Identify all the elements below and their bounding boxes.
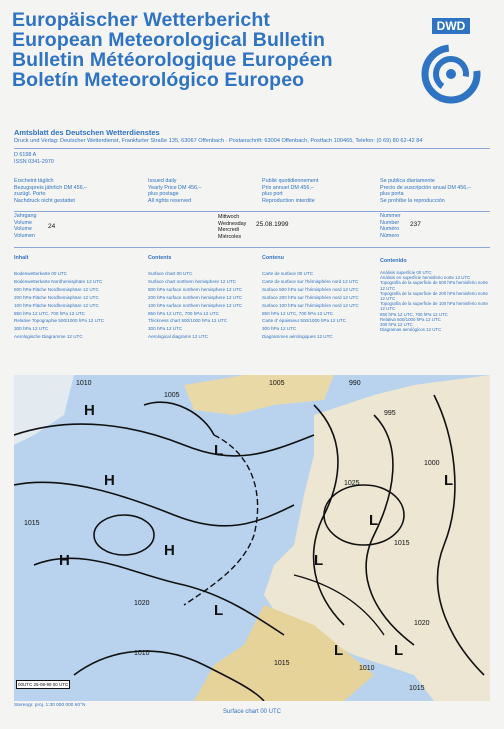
contents-de: Bodenwetterkarte 00 UTC Bodenwetterkarte Nordhemisphäre 12 UTC 500 hPa-Fläche Nordhemisphäre 12 UTC 200 hPa-Fläche Nordhemisphäre 12 UTC 100 hPa-Fläche Nordhemisphäre 12 UTC 850 hPa 12 UTC, 700 hPa 12 UTC Relative Topographie 500/1000 hPa 12 UTC 300 hPa 12 UTC Aerologische Diagramme 12 UTC xyxy=(14,271,105,340)
contents-es: Análisis superficie 00 UTC Análisis en superficie hemisferio norte 12 UTC Topografía de la superficie de 500 hPa hemisferio norte 12 UTC Topografía de la superficie de 200 hPa hemisferio norte 12 UTC Topografía de la superficie de 100 hPa hemisferio norte 12 UTC 850 hPa 12 UTC, 700 hPa 12 UTC Relativa 500/1000 hPa 12 UTC 300 hPa 12 UTC Diagramas aerológicos 12 UTC xyxy=(380,270,488,333)
title-block xyxy=(12,10,412,90)
high-pressure-symbol: H xyxy=(104,472,115,489)
low-pressure-symbol: L xyxy=(314,552,324,569)
pub-code: D 6198 A xyxy=(14,152,37,158)
volume-labels: Jahrgang Volume Volume Volumen xyxy=(14,213,37,239)
isobar-label: 1020 xyxy=(414,620,430,627)
title-fr: Bulletin Météorologique Européen xyxy=(12,49,333,71)
logo-label: DWD xyxy=(432,18,470,34)
issue-date: 25.08.1999 xyxy=(256,221,289,228)
low-pressure-symbol: L xyxy=(334,642,344,659)
isobar-label: 1005 xyxy=(164,392,180,399)
amtsblatt: Amtsblatt des Deutschen Wetterdienstes xyxy=(14,128,160,137)
divider xyxy=(14,148,490,149)
isobar-label: 995 xyxy=(384,410,396,417)
isobar-label: 1010 xyxy=(359,665,375,672)
map-caption: Surface chart 00 UTC xyxy=(222,709,282,715)
high-pressure-symbol: H xyxy=(84,402,95,419)
swirl-icon xyxy=(418,30,484,110)
info-de: Erscheint täglich Bezugspreis jährlich DM 456,– zuzügl. Porto Nachdruck nicht gestattet xyxy=(14,178,88,204)
info-es: Se publica diariamente Precio de suscripción anual DM 456,– plus porta Se prohíbe la reproducción xyxy=(380,178,471,204)
title-de: Europäischer Wetterbericht xyxy=(12,9,270,31)
contents-fr: Carte de surface 00 UTC Carte de surface sur l'hémisphère nord 12 UTC Surface 500 hPa sur l'hémisphère nord 12 UTC Surface 200 hPa sur l'hémisphère nord 12 UTC Surface 100 hPa sur l'hémisphère nord 12 UTC 850 hPa 12 UTC, 700 hPa 12 UTC Carte d' épaisseur 500/1000 hPa 12 UTC 300 hPa 12 UTC Diagrammes aérologiques 12 UTC xyxy=(262,271,359,340)
contents-head-en: Contents xyxy=(148,255,172,261)
info-en: Issued daily Yearly Price DM 456,– plus postage All rights reserved xyxy=(148,178,202,204)
isobar-label: 1015 xyxy=(409,685,425,692)
weekday-labels: Mittwoch Wednesday Mercredi Miércoles xyxy=(218,214,247,240)
code-block xyxy=(14,152,54,165)
isobar-label: 1015 xyxy=(274,660,290,667)
title-en: European Meteorological Bulletin xyxy=(12,29,326,51)
address-line: Druck und Verlag: Deutscher Wetterdienst, Frankfurter Straße 135, 63067 Offenbach · Postanschrift: 63004 Offenbach, Postfach 100465, Telefon: (0 69) 80 62-42 84 xyxy=(14,138,423,144)
isobar-label: 1020 xyxy=(134,600,150,607)
isobar-label: 1000 xyxy=(424,460,440,467)
low-pressure-symbol: L xyxy=(394,642,404,659)
map-canvas xyxy=(14,375,490,701)
contents-head-de: Inhalt xyxy=(14,255,29,261)
contents-head-fr: Contenu xyxy=(262,255,284,261)
high-pressure-symbol: H xyxy=(59,552,70,569)
isobar-label: 990 xyxy=(349,380,361,387)
isobar-label: 1005 xyxy=(269,380,285,387)
isobar-label: 1015 xyxy=(24,520,40,527)
low-pressure-symbol: L xyxy=(214,442,224,459)
surface-map xyxy=(14,375,490,701)
dwd-logo xyxy=(418,18,484,108)
low-pressure-symbol: L xyxy=(214,602,224,619)
contents-head-es: Contenido xyxy=(380,258,407,264)
number-labels: Nummer Number Numéro Número xyxy=(380,213,401,239)
low-pressure-symbol: L xyxy=(369,512,379,529)
issue-number: 237 xyxy=(410,221,421,228)
issn: ISSN 0341-2970 xyxy=(14,158,54,165)
divider xyxy=(14,211,490,212)
info-fr: Publié quotidiennement Prix annuel DM 456,– plus port Reproduction interdite xyxy=(262,178,319,204)
isobar-label: 1010 xyxy=(76,380,92,387)
isobar-label: 1015 xyxy=(394,540,410,547)
volume-value: 24 xyxy=(48,223,56,230)
low-pressure-symbol: L xyxy=(444,472,454,489)
divider xyxy=(14,247,490,248)
high-pressure-symbol: H xyxy=(164,542,175,559)
contents-en: Surface chart 00 UTC Surface chart northern hemisphere 12 UTC 500 hPa surface northern hemisphere 12 UTC 200 hPa surface northern hemisphere 12 UTC 100 hPa surface northern hemisphere 12 UTC 850 hPa 12 UTC, 700 hPa 12 UTC Thickness chart 500/1000 hPa 12 UTC 300 hPa 12 UTC Aerological diagrams 12 UTC xyxy=(148,271,243,340)
isobar-label: 1010 xyxy=(134,650,150,657)
title-es: Boletín Meteorológico Europeo xyxy=(12,69,305,91)
map-stamp: 00UTC 25-08-99 00 UTC xyxy=(18,682,69,687)
isobar-label: 1025 xyxy=(344,480,360,487)
projection-note: Stereogr. proj. 1:30 000 000 60°N xyxy=(14,703,86,708)
